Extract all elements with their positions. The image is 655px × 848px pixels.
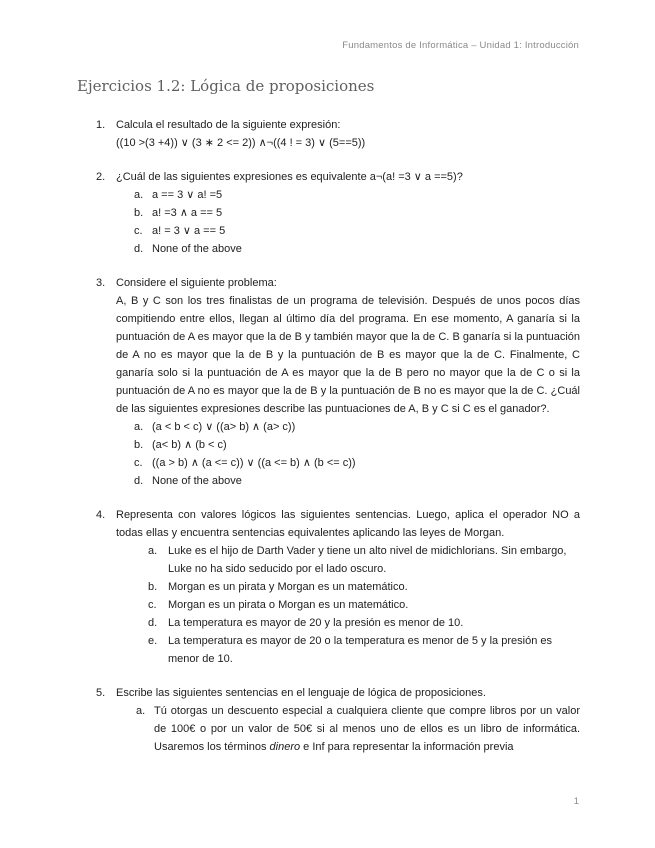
item-a — [136, 702, 580, 756]
option-label: b. — [134, 207, 144, 219]
page-title: Ejercicios 1.2: Lógica de proposiciones — [77, 77, 375, 95]
item-label: b. — [148, 581, 158, 593]
item-label: e. — [148, 635, 158, 647]
option-text: (a < b < c) ∨ ((a> b) ∧ (a> c)) — [152, 421, 296, 433]
item-label: d. — [148, 617, 158, 629]
question-text: Representa con valores lógicos las siguientes sentencias. Luego, aplica el operador NO a todas ellas y encuentra sentencias equivalentes aplicando las leyes de Morgan. — [116, 509, 580, 539]
question-2 — [96, 168, 580, 258]
option-label: a. — [134, 421, 144, 433]
question-4 — [96, 506, 580, 668]
item-text: La temperatura es mayor de 20 o la temperatura es menor de 5 y la presión es menor de 10. — [168, 635, 552, 665]
option-a — [134, 418, 580, 436]
option-text: a! = 3 ∨ a == 5 — [152, 225, 226, 237]
question-text: Calcula el resultado de la siguiente expresión: — [116, 119, 341, 131]
option-c — [134, 222, 580, 240]
option-b — [134, 436, 580, 454]
problem-paragraph: A, B y C son los tres finalistas de un programa de televisión. Después de unos pocos días compitiendo entre ellos, llegan al último día del programa. En ese momento, A ganaría si la puntuación de A es mayor que la de B y también mayor que la de C. B ganaría si la puntuación de A no es mayor que la de B y la puntuación de B es mayor que la de C. Finalmente, C ganaría solo si la puntuación de A es mayor que la de B pero no mayor que la de C o si la puntuación de A no es mayor que la de B y la puntuación de B no es mayor que la de C. ¿Cuál de las siguientes expresiones describe las puntuaciones de A, B y C si C es el ganador?. — [116, 295, 580, 415]
item-label: c. — [148, 599, 157, 611]
item-label: a. — [136, 705, 146, 717]
option-d — [134, 472, 580, 490]
option-text: None of the above — [152, 475, 242, 487]
option-label: b. — [134, 439, 144, 451]
option-b — [134, 204, 580, 222]
option-d — [134, 240, 580, 258]
question-number: 2. — [96, 171, 106, 183]
option-text: None of the above — [152, 243, 242, 255]
option-label: d. — [134, 475, 144, 487]
option-label: d. — [134, 243, 144, 255]
item-b — [148, 578, 580, 596]
item-d — [148, 614, 580, 632]
question-5 — [96, 684, 580, 756]
item-text — [154, 702, 580, 756]
question-text: Escribe las siguientes sentencias en el lenguaje de lógica de proposiciones. — [116, 687, 486, 699]
item-text: Luke es el hijo de Darth Vader y tiene un alto nivel de midichlorians. Sin embargo, Luke no ha sido seducido por el lado oscuro. — [168, 545, 567, 575]
option-text: a == 3 ∨ a! =5 — [152, 189, 223, 201]
option-label: c. — [134, 457, 143, 469]
item-text-part: e Inf para representar la información previa — [300, 741, 514, 753]
item-text: La temperatura es mayor de 20 y la presión es menor de 10. — [168, 617, 464, 629]
page-header: Fundamentos de Informática – Unidad 1: Introducción — [342, 40, 579, 51]
question-1 — [96, 116, 580, 152]
question-number: 5. — [96, 687, 106, 699]
item-a — [148, 542, 580, 578]
question-number: 1. — [96, 119, 106, 131]
option-a — [134, 186, 580, 204]
option-text: ((a > b) ∧ (a <= c)) ∨ ((a <= b) ∧ (b <= c)) — [152, 457, 356, 469]
option-label: c. — [134, 225, 143, 237]
item-c — [148, 596, 580, 614]
expression: ((10 >(3 +4)) ∨ (3 ∗ 2 <= 2)) ∧¬((4 ! = 3) ∨ (5==5)) — [116, 137, 366, 149]
item-text-part: Tú otorgas un descuento especial a cualquiera cliente que compre libros por un valor de 100€ o por un valor de 50€ si al menos uno de ellos es un libro de informática. Usaremos los términos — [154, 705, 580, 753]
item-text: Morgan es un pirata o Morgan es un matemático. — [168, 599, 409, 611]
question-number: 3. — [96, 277, 106, 289]
question-number: 4. — [96, 509, 106, 521]
item-label: a. — [148, 545, 158, 557]
option-c — [134, 454, 580, 472]
question-text: ¿Cuál de las siguientes expresiones es equivalente a¬(a! =3 ∨ a ==5)? — [116, 171, 463, 183]
question-3 — [96, 274, 580, 490]
item-text: Morgan es un pirata y Morgan es un matemático. — [168, 581, 408, 593]
option-text: a! =3 ∧ a == 5 — [152, 207, 223, 219]
item-e — [148, 632, 580, 668]
question-intro: Considere el siguiente problema: — [116, 277, 277, 289]
page-number: 1 — [573, 796, 579, 807]
option-text: (a< b) ∧ (b < c) — [152, 439, 227, 451]
exercise-list — [96, 116, 580, 772]
item-text-emphasis: dinero — [269, 741, 301, 753]
option-label: a. — [134, 189, 144, 201]
